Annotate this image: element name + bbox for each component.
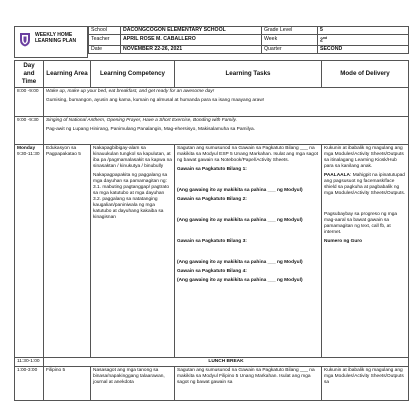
competency-b: Nakapagpapakita ng paggalang sa mga dayuhan sa pamamagitan ng: 3.1. mabuting pagtanggap/ pagtrato sa mga katutubo at mga dayuhan 3.2. paggalang sa natatanging kaugalian/paniniwala ng mga katutubo at dayuhang kakaiba sa kinagisnan (93, 173, 170, 220)
delivery-cell: Kukunin at ibabalik ng magulang ang mga Modules/Activity Sheets/Outputs sa (322, 367, 409, 401)
task-3-title: Gawain sa Pagkatuto Bilang 3: (177, 239, 247, 244)
teacher-label: Teacher (89, 35, 121, 46)
task-3-note: (Ang gawaing ito ay makikita sa pahina ___ ng Modyul) (177, 260, 303, 265)
table-row-lunch (15, 358, 409, 367)
delivery-pickup: Kukunin at ibabalik ng magulang ang mga Modules/Activity Sheets/Outputs sa itinalagang Learning Kiosk/Hub para sa kanilang anak. (324, 146, 404, 169)
col-day-time: Day and Time (15, 61, 44, 88)
reminder-label: PAALAALA (324, 173, 351, 178)
logo-title-line1: WEEKLY HOME (35, 32, 73, 38)
logo-title-line2: LEARNING PLAN (35, 38, 77, 44)
header-table (88, 26, 409, 54)
task-1-title: Gawain sa Pagkatuto Bilang 1: (177, 167, 247, 172)
learning-area-cell: Filipino 5 (44, 367, 91, 401)
row-time: 8:00 -9:00 (15, 88, 44, 117)
activity-line-en: Wake up, make up your bed, eat breakfast, and get ready for an awesome day! (46, 89, 215, 94)
delivery-reminder (324, 173, 406, 197)
deped-logo-icon (18, 31, 32, 47)
row-time: 9:00 -9:30 (15, 117, 44, 145)
school-value: DACONGCOGON ELEMENTARY SCHOOL (121, 27, 262, 35)
task-4-note: (Ang gawaing ito ay makikita sa pahina ___ ng Modyul) (177, 278, 303, 283)
week-value (318, 35, 409, 46)
col-learning-tasks: Learning Tasks (175, 61, 322, 88)
week-label: Week (262, 35, 318, 46)
teacher-number-label: Numero ng Guro (324, 239, 363, 244)
col-learning-competency: Learning Competency (91, 61, 175, 88)
delivery-cell (322, 145, 409, 358)
reminder-text: : Mahigpit na ipinatutupad ang pagsusuot ng facemask/face shield sa pagkuha at pagbabalik ng mga Modules/Activity Sheets/Outputs. (324, 173, 406, 196)
row-time: 1:00-3:00 (15, 367, 44, 401)
activity-line-fil: Pag-awit ng Lupang Hinirang, Panimulang Panalangin, Mag-ehersisyo, Makisalamuha sa Pamilya. (46, 127, 256, 132)
quarter-label: Quarter (262, 45, 318, 53)
time-label: 9:30-11:30 (17, 152, 40, 157)
grade-label: Grade Level (262, 27, 318, 35)
school-label: School (89, 27, 121, 35)
date-value: NOVEMBER 22-26, 2021 (121, 45, 262, 53)
table-row-monday (15, 145, 409, 358)
date-label: Date (89, 45, 121, 53)
competency-cell (91, 145, 175, 358)
week-suffix: nd (322, 36, 328, 40)
col-mode-of-delivery: Mode of Delivery (322, 61, 409, 88)
lunch-break-label: LUNCH BREAK (44, 358, 409, 367)
table-header-row (15, 61, 409, 88)
table-row (15, 117, 409, 145)
table-row-afternoon (15, 367, 409, 401)
learning-area-cell: Edukasyon sa Pagpapakatao 5 (44, 145, 91, 358)
week-number: 2 (320, 37, 323, 44)
tasks-cell: Sagutan ang sumusunod na Gawain sa Pagkatuto Bilang ___ na makikita sa Modyul Filipino 5 Unang Markahan. Isulat ang mga sagot ng bawat gawain sa (175, 367, 322, 401)
col-learning-area: Learning Area (44, 61, 91, 88)
teacher-value: APRIL ROSE M. CABALLERO (121, 35, 262, 46)
quarter-value: SECOND (318, 45, 409, 53)
task-4-title: Gawain sa Pagkatuto Bilang 4: (177, 269, 247, 274)
day-time-cell (15, 145, 44, 358)
table-row (15, 88, 409, 117)
row-activity (44, 117, 409, 145)
task-2-title: Gawain sa Pagkatuto Bilang 2: (177, 197, 247, 202)
schedule-table (14, 60, 409, 401)
grade-value: 5 (318, 27, 409, 35)
activity-line-en: Singing of National Anthem, Opening Prayer, Have a Short Exercise, Bonding with Family. (46, 118, 237, 123)
competency-a: Nakapagbibigay-alam sa kinauukulan tungkol sa kapulutan, at iba pa /pagmamalasakit sa kapwa na sinasaktan / kinukutya / binubully (93, 146, 172, 169)
delivery-monitoring: Pagsubaybay sa progreso ng mga mag-aaral sa bawat gawain sa pamamagitan ng text, call fb, at internet. (324, 212, 398, 235)
task-1-note: (Ang gawaing ito ay makikita sa pahina ___ ng Modyul) (177, 188, 303, 193)
competency-cell: Nasasagot ang mga tanong sa binasa/napakinggang talaarawan, journal at anekdota (91, 367, 175, 401)
row-time: 11:30-1:00 (15, 358, 44, 367)
activity-line-fil: Gumising, bumangon, ayusin ang kama, kumain ng almusal at humanda para sa isang maayang araw! (46, 98, 265, 103)
tasks-cell (175, 145, 322, 358)
row-activity (44, 88, 409, 117)
logo-title (35, 32, 76, 44)
task-2-note: (Ang gawaing ito ay makikita sa pahina ___ ng Modyul) (177, 218, 303, 223)
day-label: Monday (17, 146, 36, 151)
task-intro: Sagutan ang sumusunod na Gawain sa Pagkatuto Bilang ___ na makikita sa Modyul ESP 5 Unang Markahan. Isulat ang mga sagot ng bawat gawain sa Notebook/Papel/Activity Sheets. (177, 146, 318, 163)
logo-box (14, 26, 88, 58)
